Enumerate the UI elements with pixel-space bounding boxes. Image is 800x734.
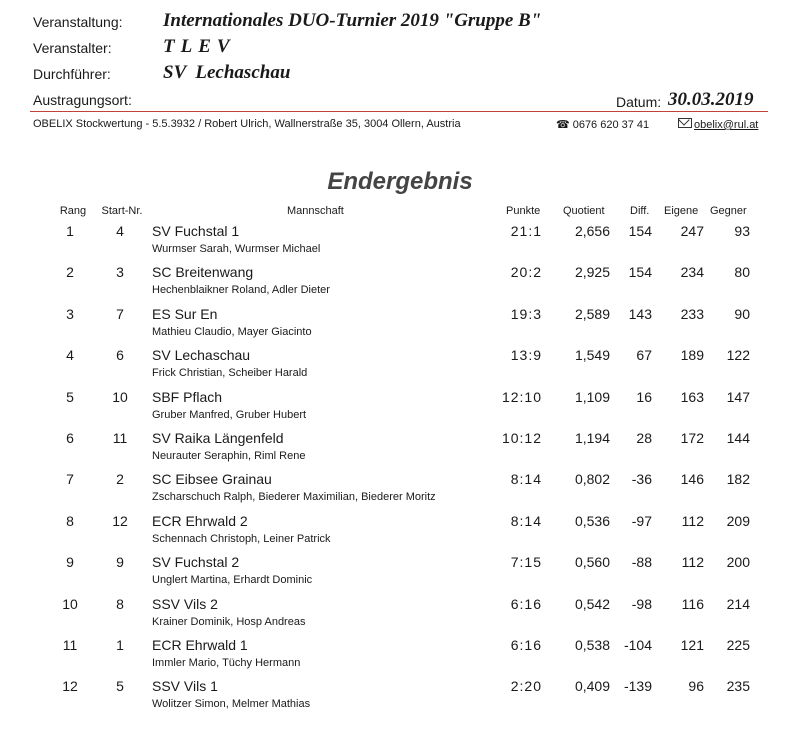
- team-players: Wolitzer Simon, Melmer Mathias: [152, 698, 311, 710]
- start-number-cell: 12: [112, 513, 128, 529]
- rank-cell: 7: [66, 471, 74, 487]
- opponent-score-cell: 122: [726, 347, 750, 363]
- team-name: SBF Pflach: [152, 389, 223, 405]
- points-cell: 19:3: [510, 306, 542, 322]
- quotient-cell: 1,194: [574, 430, 610, 446]
- difference-cell: 28: [636, 430, 652, 446]
- points-cell: 7:15: [510, 554, 542, 570]
- quotient-cell: 1,109: [574, 389, 610, 405]
- own-score-cell: 163: [680, 389, 704, 405]
- header-durchfuehrer: [0, 62, 800, 88]
- col-header-mannschaft: Mannschaft: [287, 205, 344, 217]
- envelope-icon: [678, 118, 692, 128]
- start-number-cell: 8: [116, 596, 124, 612]
- team-name: SSV Vils 2: [152, 596, 218, 612]
- difference-cell: -98: [631, 596, 652, 612]
- team-players: Neurauter Seraphin, Riml Rene: [152, 450, 306, 462]
- team-name: SC Breitenwang: [152, 264, 254, 280]
- table-row: [0, 678, 800, 719]
- team-players: Unglert Martina, Erhardt Dominic: [152, 574, 313, 586]
- col-header-gegner: Gegner: [710, 205, 747, 217]
- team-name: SV Raika Längenfeld: [152, 430, 284, 446]
- veranstalter-value: TLEV: [163, 36, 236, 57]
- datum-value: 30.03.2019: [668, 89, 754, 110]
- quotient-cell: 0,538: [574, 637, 610, 653]
- table-row: [0, 223, 800, 264]
- opponent-score-cell: 90: [734, 306, 750, 322]
- start-number-cell: 1: [116, 637, 124, 653]
- team-players: Immler Mario, Tüchy Hermann: [152, 657, 301, 669]
- rank-cell: 4: [66, 347, 74, 363]
- quotient-cell: 0,802: [574, 471, 610, 487]
- header-veranstalter: [0, 36, 800, 62]
- own-score-cell: 121: [680, 637, 704, 653]
- col-header-start: Start-Nr.: [101, 205, 143, 217]
- opponent-score-cell: 182: [726, 471, 750, 487]
- rank-cell: 1: [66, 223, 74, 239]
- difference-cell: 67: [636, 347, 652, 363]
- email-link[interactable]: obelix@rul.at: [694, 119, 759, 131]
- own-score-cell: 112: [681, 554, 704, 570]
- difference-cell: -36: [631, 471, 652, 487]
- difference-cell: 143: [628, 306, 652, 322]
- own-score-cell: 146: [680, 471, 704, 487]
- table-row: [0, 347, 800, 388]
- table-row: [0, 471, 800, 512]
- col-header-rang: Rang: [59, 205, 87, 217]
- team-name: SV Lechaschau: [152, 347, 251, 363]
- difference-cell: -139: [623, 678, 652, 694]
- email-info: [678, 118, 758, 131]
- difference-cell: 154: [628, 264, 652, 280]
- rank-cell: 2: [66, 264, 74, 280]
- opponent-score-cell: 80: [734, 264, 750, 280]
- phone-icon: ☎: [556, 119, 570, 131]
- rank-cell: 6: [66, 430, 74, 446]
- company-info: OBELIX Stockwertung - 5.5.3932 / Robert Ulrich, Wallnerstraße 35, 3004 Ollern, Austria: [33, 118, 461, 130]
- table-row: [0, 513, 800, 554]
- team-players: Hechenblaikner Roland, Adler Dieter: [152, 284, 330, 296]
- quotient-cell: 2,656: [574, 223, 610, 239]
- team-players: Gruber Manfred, Gruber Hubert: [152, 409, 307, 421]
- table-row: [0, 306, 800, 347]
- team-name: SC Eibsee Grainau: [152, 471, 272, 487]
- veranstaltung-value: Internationales DUO-Turnier 2019 "Gruppe B": [163, 10, 542, 31]
- team-players: Frick Christian, Scheiber Harald: [152, 367, 308, 379]
- quotient-cell: 0,560: [574, 554, 610, 570]
- veranstalter-label: Veranstalter:: [33, 40, 112, 56]
- difference-cell: -88: [631, 554, 652, 570]
- header-divider: [30, 111, 768, 112]
- team-name: SSV Vils 1: [152, 678, 218, 694]
- opponent-score-cell: 200: [726, 554, 750, 570]
- opponent-score-cell: 235: [726, 678, 750, 694]
- team-players: Zscharschuch Ralph, Biederer Maximilian, Biederer Moritz: [152, 491, 436, 503]
- start-number-cell: 5: [116, 678, 124, 694]
- start-number-cell: 2: [116, 471, 124, 487]
- team-name: SV Fuchstal 2: [152, 554, 240, 570]
- start-number-cell: 9: [116, 554, 124, 570]
- team-players: Mathieu Claudio, Mayer Giacinto: [152, 326, 312, 338]
- points-cell: 2:20: [510, 678, 542, 694]
- rank-cell: 8: [66, 513, 74, 529]
- start-number-cell: 10: [112, 389, 128, 405]
- points-cell: 8:14: [510, 513, 542, 529]
- opponent-score-cell: 209: [726, 513, 750, 529]
- veranstaltung-label: Veranstaltung:: [33, 14, 123, 30]
- own-score-cell: 233: [680, 306, 704, 322]
- page-title: Endergebnis: [327, 168, 473, 195]
- start-number-cell: 3: [116, 264, 124, 280]
- start-number-cell: 4: [116, 223, 124, 239]
- col-header-quotient: Quotient: [563, 205, 605, 217]
- start-number-cell: 7: [116, 306, 124, 322]
- difference-cell: 154: [628, 223, 652, 239]
- quotient-cell: 2,589: [574, 306, 610, 322]
- own-score-cell: 112: [681, 513, 704, 529]
- team-name: ES Sur En: [152, 306, 218, 322]
- opponent-score-cell: 147: [726, 389, 750, 405]
- durchfuehrer-value: SV Lechaschau: [163, 62, 291, 83]
- own-score-cell: 189: [680, 347, 704, 363]
- quotient-cell: 0,542: [574, 596, 610, 612]
- team-players: Krainer Dominik, Hosp Andreas: [152, 616, 306, 628]
- team-name: ECR Ehrwald 1: [152, 637, 248, 653]
- difference-cell: -97: [631, 513, 652, 529]
- opponent-score-cell: 93: [734, 223, 750, 239]
- points-cell: 21:1: [510, 223, 542, 239]
- col-header-punkte: Punkte: [506, 205, 541, 217]
- table-row: [0, 637, 800, 678]
- own-score-cell: 234: [680, 264, 704, 280]
- austragungsort-label: Austragungsort:: [33, 92, 132, 108]
- team-name: ECR Ehrwald 2: [152, 513, 248, 529]
- col-header-diff: Diff.: [630, 205, 650, 217]
- table-row: [0, 389, 800, 430]
- difference-cell: -104: [623, 637, 652, 653]
- own-score-cell: 116: [681, 596, 704, 612]
- opponent-score-cell: 225: [726, 637, 750, 653]
- quotient-cell: 2,925: [574, 264, 610, 280]
- points-cell: 6:16: [510, 637, 542, 653]
- header-veranstaltung: [0, 10, 800, 36]
- start-number-cell: 11: [112, 430, 128, 446]
- quotient-cell: 1,549: [574, 347, 610, 363]
- phone-info: [556, 118, 649, 131]
- quotient-cell: 0,536: [574, 513, 610, 529]
- own-score-cell: 247: [680, 223, 704, 239]
- quotient-cell: 0,409: [574, 678, 610, 694]
- rank-cell: 3: [66, 306, 74, 322]
- rank-cell: 10: [62, 596, 78, 612]
- table-row: [0, 430, 800, 471]
- col-header-eigene: Eigene: [664, 205, 699, 217]
- table-row: [0, 264, 800, 305]
- durchfuehrer-label: Durchführer:: [33, 66, 111, 82]
- points-cell: 10:12: [501, 430, 542, 446]
- points-cell: 8:14: [510, 471, 542, 487]
- datum-label: Datum:: [616, 94, 662, 110]
- rank-cell: 9: [66, 554, 74, 570]
- table-row: [0, 596, 800, 637]
- table-row: [0, 554, 800, 595]
- team-players: Wurmser Sarah, Wurmser Michael: [152, 243, 321, 255]
- points-cell: 12:10: [501, 389, 542, 405]
- rank-cell: 5: [66, 389, 74, 405]
- points-cell: 13:9: [510, 347, 542, 363]
- points-cell: 20:2: [510, 264, 542, 280]
- difference-cell: 16: [636, 389, 652, 405]
- own-score-cell: 172: [680, 430, 704, 446]
- start-number-cell: 6: [116, 347, 124, 363]
- opponent-score-cell: 144: [726, 430, 750, 446]
- opponent-score-cell: 214: [726, 596, 750, 612]
- points-cell: 6:16: [510, 596, 542, 612]
- rank-cell: 12: [62, 678, 78, 694]
- phone-number: 0676 620 37 41: [572, 119, 650, 131]
- team-players: Schennach Christoph, Leiner Patrick: [152, 533, 331, 545]
- rank-cell: 11: [62, 637, 78, 653]
- own-score-cell: 96: [688, 678, 704, 694]
- team-name: SV Fuchstal 1: [152, 223, 240, 239]
